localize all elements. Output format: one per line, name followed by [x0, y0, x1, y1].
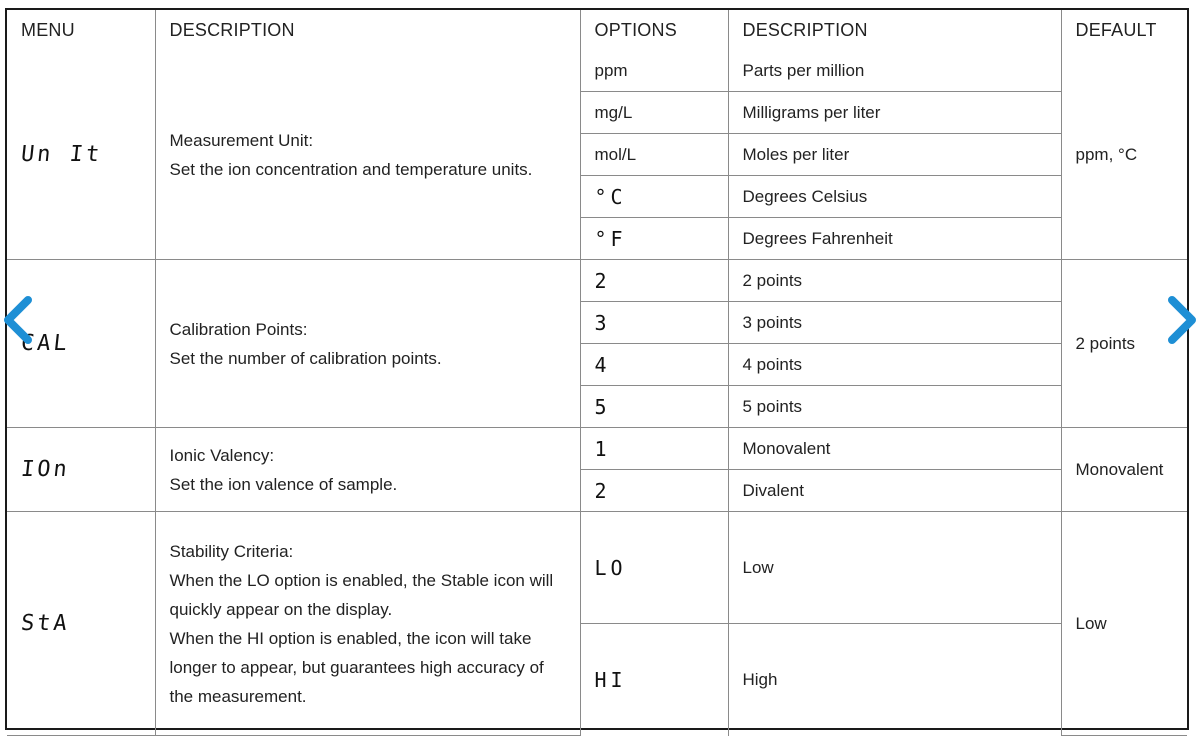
menu-description-line: Set the ion concentration and temperature units.	[169, 159, 533, 179]
table-row	[7, 260, 1187, 302]
menu-code-cell	[7, 428, 155, 512]
option-description-cell: 2 points	[728, 260, 1061, 302]
menu-description-line: Set the number of calibration points.	[169, 348, 442, 368]
option-cell: mol/L	[580, 134, 728, 176]
header-menu: MENU	[7, 10, 155, 50]
option-description-cell: High	[728, 624, 1061, 736]
menu-description-line: When the HI option is enabled, the icon will take	[169, 628, 532, 648]
option-description-cell: Degrees Celsius	[728, 176, 1061, 218]
menu-description-cell	[155, 260, 580, 428]
menu-code: Un It	[19, 142, 104, 167]
option-description-cell: Divalent	[728, 470, 1061, 512]
option-description-cell: 5 points	[728, 386, 1061, 428]
default-cell: 2 points	[1061, 260, 1187, 428]
option-cell	[580, 470, 728, 512]
chevron-right-icon	[1166, 292, 1200, 348]
option-description-cell: Monovalent	[728, 428, 1061, 470]
option-code: HI	[594, 667, 627, 692]
menu-code: CAL	[19, 331, 72, 356]
menu-description-line: longer to appear, but guarantees high accuracy of	[169, 657, 544, 677]
option-code: 1	[594, 436, 611, 461]
option-cell	[580, 176, 728, 218]
menu-description-line: quickly appear on the display.	[169, 599, 393, 619]
option-description-cell: Moles per liter	[728, 134, 1061, 176]
option-code: °C	[594, 184, 627, 209]
option-cell	[580, 386, 728, 428]
default-cell: ppm, °C	[1061, 50, 1187, 260]
table-row	[7, 512, 1187, 624]
menu-code-cell	[7, 512, 155, 736]
option-code: 2	[594, 478, 611, 503]
header-default: DEFAULT	[1061, 10, 1187, 50]
menu-code: StA	[19, 611, 72, 636]
previous-page-button[interactable]	[0, 292, 34, 348]
menu-description-line: Ionic Valency:	[169, 445, 275, 465]
next-page-button[interactable]	[1166, 292, 1200, 348]
menu-code-cell	[7, 50, 155, 260]
option-description-cell: Parts per million	[728, 50, 1061, 92]
option-cell	[580, 512, 728, 624]
option-cell	[580, 428, 728, 470]
option-description-cell: Degrees Fahrenheit	[728, 218, 1061, 260]
menu-description-cell	[155, 428, 580, 512]
menu-description-line: Set the ion valence of sample.	[169, 474, 398, 494]
chevron-left-icon	[0, 292, 34, 348]
menu-description-cell	[155, 50, 580, 260]
menu-description-line: Calibration Points:	[169, 319, 308, 339]
option-description-cell: Milligrams per liter	[728, 92, 1061, 134]
menu-code: IOn	[19, 457, 72, 482]
option-cell: ppm	[580, 50, 728, 92]
option-cell	[580, 344, 728, 386]
option-code: 3	[594, 310, 611, 335]
menu-description-cell	[155, 512, 580, 736]
menu-description-line: Stability Criteria:	[169, 541, 294, 561]
settings-table-frame	[5, 8, 1189, 730]
option-code: 2	[594, 268, 611, 293]
header-option-description: DESCRIPTION	[728, 10, 1061, 50]
table-row	[7, 428, 1187, 470]
menu-description-line: Measurement Unit:	[169, 130, 314, 150]
option-description-cell: Low	[728, 512, 1061, 624]
option-cell	[580, 218, 728, 260]
header-options: OPTIONS	[580, 10, 728, 50]
menu-description-line: the measurement.	[169, 686, 307, 706]
option-code: LO	[594, 555, 627, 580]
option-cell	[580, 302, 728, 344]
menu-settings-table	[7, 10, 1187, 736]
default-cell: Monovalent	[1061, 428, 1187, 512]
option-code: 4	[594, 352, 611, 377]
default-cell: Low	[1061, 512, 1187, 736]
option-code: 5	[594, 394, 611, 419]
table-header-row	[7, 10, 1187, 50]
option-description-cell: 3 points	[728, 302, 1061, 344]
option-description-cell: 4 points	[728, 344, 1061, 386]
table-row	[7, 50, 1187, 92]
option-code: °F	[594, 226, 627, 251]
option-cell	[580, 260, 728, 302]
option-cell: mg/L	[580, 92, 728, 134]
menu-description-line: When the LO option is enabled, the Stable icon will	[169, 570, 554, 590]
header-description: DESCRIPTION	[155, 10, 580, 50]
option-cell	[580, 624, 728, 736]
